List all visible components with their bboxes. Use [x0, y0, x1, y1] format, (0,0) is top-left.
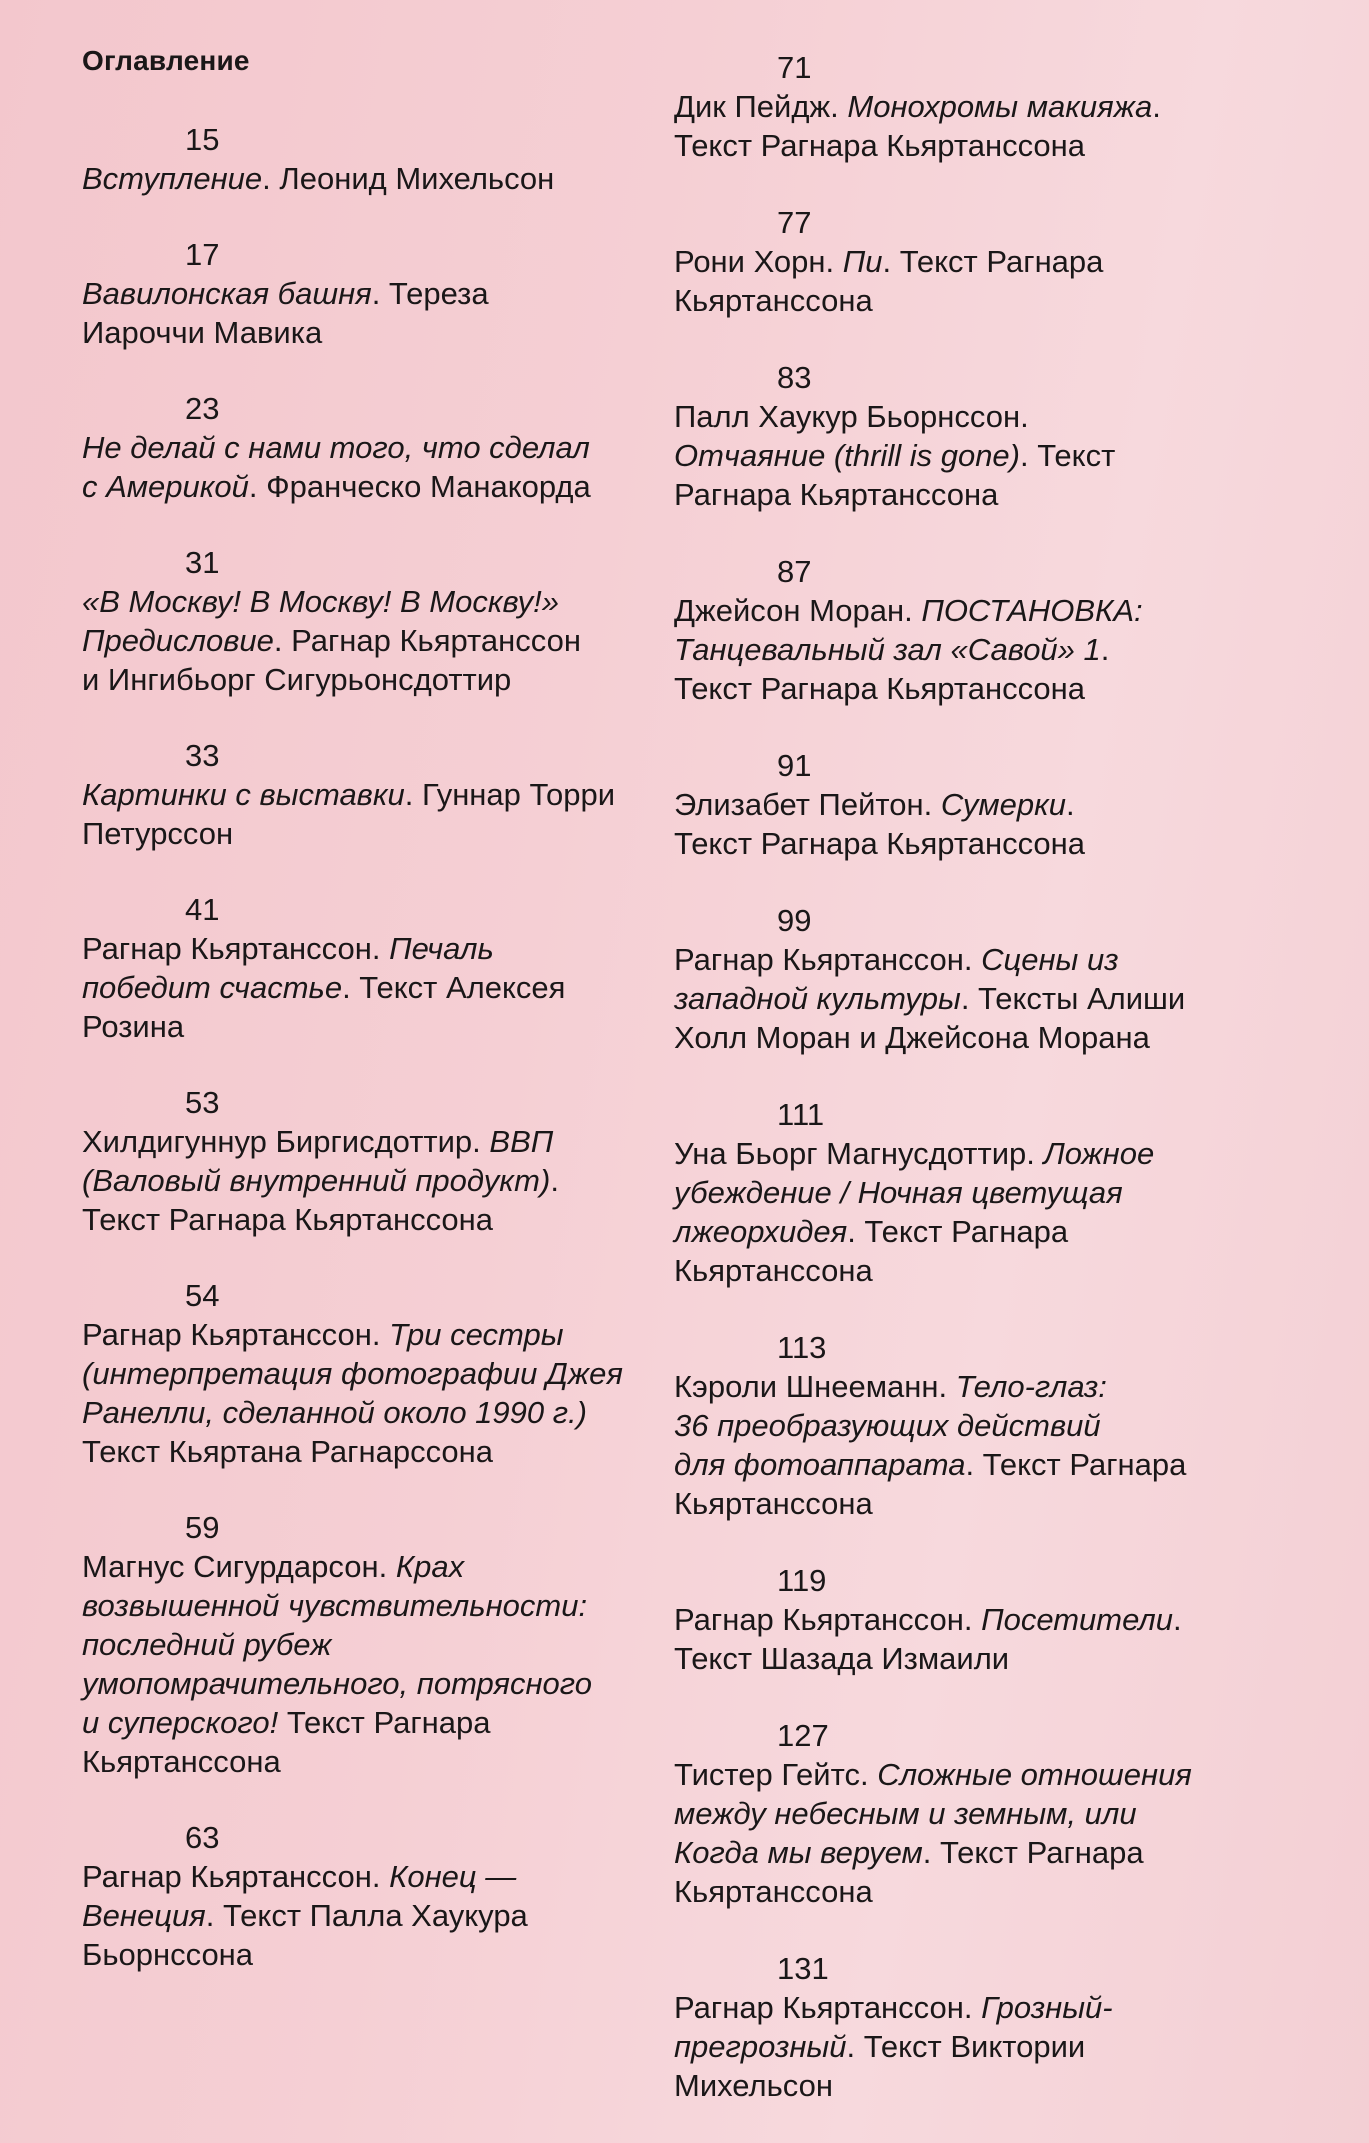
toc-text: Рагнар Кьяртанссон.	[82, 1317, 390, 1352]
toc-text: Кьяртанссона	[674, 1486, 873, 1521]
toc-entry-line	[674, 126, 1234, 165]
toc-text: Хилдигуннур Биргисдоттир.	[82, 1124, 490, 1159]
toc-entry-line	[674, 1484, 1234, 1523]
toc-entry-line	[82, 1432, 642, 1471]
toc-entry-line	[674, 87, 1234, 126]
toc-text: . Текст Рагнара	[922, 1835, 1144, 1870]
toc-text: Текст Рагнара Кьяртанссона	[82, 1202, 494, 1237]
toc-page-number: 17	[185, 237, 220, 272]
toc-title-italic: между небесным и земным, или	[674, 1796, 1137, 1831]
toc-entry-line	[82, 1122, 642, 1161]
toc-page-number: 91	[777, 748, 812, 783]
toc-entry-line	[674, 1872, 1234, 1911]
toc-title-italic: прегрозный	[674, 2029, 847, 2064]
toc-page-number: 119	[777, 1563, 827, 1598]
toc-entry-line	[82, 1664, 642, 1703]
toc-page-number: 131	[777, 1951, 829, 1986]
toc-entry-line	[674, 785, 1234, 824]
toc-title-italic: Посетители	[981, 1602, 1174, 1637]
toc-entry-line	[82, 1857, 642, 1896]
toc-title-italic: лжеорхидея	[674, 1214, 848, 1249]
toc-title-italic: (интерпретация фотографии Джея	[82, 1356, 623, 1391]
toc-title-italic: западной культуры	[674, 981, 961, 1016]
toc-text: Рагнара Кьяртанссона	[674, 477, 999, 512]
toc-text: . Текст Рагнара	[847, 1214, 1069, 1249]
toc-entry	[674, 901, 1234, 1057]
toc-text: Кьяртанссона	[674, 283, 873, 318]
toc-entry	[674, 1328, 1234, 1523]
toc-text: Палл Хаукур Бьорнссон.	[674, 399, 1029, 434]
toc-title-italic: Тело-глаз:	[955, 1369, 1107, 1404]
toc-text: . Франческо Манакорда	[248, 469, 591, 504]
toc-page-number: 33	[185, 738, 220, 773]
toc-text: Петурссон	[82, 816, 234, 851]
toc-title-italic: ПОСТАНОВКА:	[921, 593, 1143, 628]
toc-left-entries	[82, 120, 642, 1974]
toc-title-italic: возвышенной чувствительности:	[82, 1588, 588, 1623]
toc-entry-line	[82, 660, 642, 699]
toc-page-number: 77	[777, 205, 812, 240]
toc-entry	[82, 1083, 642, 1239]
toc-entry-line	[674, 1251, 1234, 1290]
toc-entry	[82, 120, 642, 198]
toc-title-italic: Крах	[395, 1549, 465, 1584]
toc-text: Дик Пейдж.	[674, 89, 848, 124]
toc-entry-line	[82, 467, 642, 506]
toc-entry-line	[82, 968, 642, 1007]
toc-entry-line	[674, 1134, 1234, 1173]
toc-text: Рагнар Кьяртанссон.	[82, 1859, 390, 1894]
toc-entry	[674, 746, 1234, 863]
toc-title-italic: последний рубеж	[82, 1627, 332, 1662]
toc-page-number: 83	[777, 360, 812, 395]
toc-entry-line	[82, 1896, 642, 1935]
toc-title-italic: 36 преобразующих действий	[674, 1408, 1101, 1443]
toc-page-number: 59	[185, 1510, 220, 1545]
toc-text: Кьяртанссона	[674, 1874, 873, 1909]
toc-entry	[82, 235, 642, 352]
toc-title-italic: с Америкой	[82, 469, 249, 504]
toc-title-italic: ВВП	[489, 1124, 554, 1159]
toc-text: Текст Рагнара Кьяртанссона	[674, 128, 1086, 163]
toc-entry-line	[82, 1354, 642, 1393]
toc-title-italic: победит счастье	[82, 970, 343, 1005]
toc-text: Рагнар Кьяртанссон.	[674, 942, 982, 977]
toc-title-italic: Пи	[842, 244, 883, 279]
toc-page-number: 71	[777, 50, 812, 85]
toc-entry-line	[674, 1018, 1234, 1057]
toc-entry-line	[674, 2027, 1234, 2066]
toc-text: Бьорнссона	[82, 1937, 254, 1972]
toc-entry-line	[82, 1161, 642, 1200]
toc-entry-line	[82, 1547, 642, 1586]
toc-text: .	[550, 1163, 559, 1198]
toc-text: .	[1065, 787, 1075, 822]
toc-text: Джейсон Моран.	[674, 593, 922, 628]
toc-text: . Текст Виктории	[846, 2029, 1086, 2064]
toc-entry	[674, 1561, 1234, 1678]
toc-page-number: 99	[777, 903, 812, 938]
toc-text: Текст Кьяртана Рагнарссона	[82, 1434, 494, 1469]
toc-page-number: 15	[185, 122, 220, 157]
toc-entry-line	[82, 814, 642, 853]
toc-entry	[674, 1716, 1234, 1911]
toc-title-italic: Вавилонская башня	[82, 276, 372, 311]
toc-entry-line	[674, 979, 1234, 1018]
toc-title-italic: Печаль	[389, 931, 494, 966]
toc-text: .	[1173, 1602, 1182, 1637]
toc-entry-line	[674, 1639, 1234, 1678]
toc-text: Текст Рагнара	[278, 1705, 491, 1740]
toc-page-number: 53	[185, 1085, 220, 1120]
toc-title-italic: Грозный-	[981, 1990, 1113, 2025]
toc-text: Текст Рагнара Кьяртанссона	[674, 826, 1086, 861]
toc-title-italic: Конец —	[389, 1859, 517, 1894]
toc-text: Элизабет Пейтон.	[674, 787, 941, 822]
toc-text: . Тексты Алиши	[960, 981, 1186, 1016]
toc-entry	[82, 1276, 642, 1471]
toc-entry-line	[674, 2066, 1234, 2105]
toc-entry	[674, 358, 1234, 514]
toc-title-italic: Сумерки	[940, 787, 1066, 822]
toc-entry	[82, 890, 642, 1046]
toc-text: . Текст Алексея	[342, 970, 566, 1005]
toc-text: Магнус Сигурдарсон.	[82, 1549, 396, 1584]
toc-entry-line	[674, 1833, 1234, 1872]
toc-text: Иароччи Мавика	[82, 315, 323, 350]
toc-title-italic: Отчаяние (thrill is gone)	[674, 438, 1020, 473]
toc-title-italic: «В Москву! В Москву! В Москву!»	[82, 584, 559, 619]
toc-page-number: 41	[185, 892, 220, 927]
toc-entry-line	[82, 1007, 642, 1046]
toc-text: . Рагнар Кьяртанссон	[273, 623, 581, 658]
toc-entry	[82, 543, 642, 699]
toc-text: и Ингибьорг Сигурьонсдоттир	[82, 662, 512, 697]
toc-right-entries	[674, 48, 1234, 2105]
toc-title-italic: Сцены из	[981, 942, 1119, 977]
toc-entry-line	[82, 313, 642, 352]
toc-page-number: 87	[777, 554, 812, 589]
toc-title-italic: убеждение / Ночная цветущая	[674, 1175, 1123, 1210]
toc-page-number: 23	[185, 391, 220, 426]
toc-entry-line	[82, 1935, 642, 1974]
toc-text: . Текст Палла Хаукура	[205, 1898, 528, 1933]
toc-entry-line	[674, 281, 1234, 320]
toc-entry-line	[82, 1586, 642, 1625]
toc-entry-line	[82, 274, 642, 313]
toc-entry	[82, 389, 642, 506]
toc-entry-line	[82, 582, 642, 621]
toc-entry-line	[82, 621, 642, 660]
toc-entry-line	[674, 824, 1234, 863]
toc-entry-line	[82, 1625, 642, 1664]
toc-page-number: 31	[185, 545, 220, 580]
toc-text: Михельсон	[674, 2068, 833, 2103]
toc-entry-line	[674, 630, 1234, 669]
toc-text: . Гуннар Торри	[404, 777, 616, 812]
toc-entry-line	[82, 428, 642, 467]
toc-page-number: 54	[185, 1278, 220, 1313]
toc-title-italic: Три сестры	[389, 1317, 564, 1352]
toc-text: Уна Бьорг Магнусдоттир.	[674, 1136, 1044, 1171]
toc-entry-line	[674, 1173, 1234, 1212]
toc-entry	[674, 48, 1234, 165]
toc-entry-line	[82, 775, 642, 814]
toc-entry-line	[674, 1445, 1234, 1484]
toc-entry-line	[82, 929, 642, 968]
toc-entry-line	[674, 436, 1234, 475]
toc-title-italic: Предисловие	[82, 623, 274, 658]
toc-entry	[674, 1095, 1234, 1290]
toc-text: . Текст Рагнара	[965, 1447, 1187, 1482]
toc-entry	[674, 203, 1234, 320]
toc-text: . Тереза	[371, 276, 489, 311]
toc-entry-line	[674, 940, 1234, 979]
toc-text: .	[1100, 632, 1110, 667]
toc-left-column	[82, 0, 642, 2011]
toc-title-italic: Венеция	[82, 1898, 206, 1933]
toc-page-number: 113	[777, 1330, 827, 1365]
toc-entry-line	[674, 591, 1234, 630]
toc-text: Розина	[82, 1009, 185, 1044]
toc-text: . Текст	[1020, 438, 1116, 473]
toc-text: Кэроли Шнееманн.	[674, 1369, 956, 1404]
toc-right-column	[674, 0, 1234, 2143]
toc-text: Холл Моран и Джейсона Морана	[674, 1020, 1150, 1055]
toc-title-italic: (Валовый внутренний продукт)	[82, 1163, 551, 1198]
toc-entry	[82, 1508, 642, 1781]
toc-entry-line	[82, 1315, 642, 1354]
toc-page-number: 111	[777, 1097, 825, 1132]
toc-text: Кьяртанссона	[82, 1744, 281, 1779]
toc-title-italic: Сложные отношения	[877, 1757, 1192, 1792]
toc-entry-line	[674, 669, 1234, 708]
toc-text: Кьяртанссона	[674, 1253, 873, 1288]
toc-text: .	[1152, 89, 1161, 124]
toc-text: Текст Шазада Измаили	[674, 1641, 1010, 1676]
toc-entry-line	[674, 1988, 1234, 2027]
toc-page-number: 63	[185, 1820, 220, 1855]
toc-entry-line	[674, 242, 1234, 281]
toc-entry-line	[82, 1393, 642, 1432]
toc-entry-line	[674, 397, 1234, 436]
toc-title-italic: Ложное	[1043, 1136, 1155, 1171]
toc-text: Текст Рагнара Кьяртанссона	[674, 671, 1086, 706]
toc-entry-line	[82, 1742, 642, 1781]
toc-entry-line	[674, 475, 1234, 514]
toc-entry-line	[82, 159, 642, 198]
toc-text: Рагнар Кьяртанссон.	[674, 1990, 982, 2025]
toc-title-italic: умопомрачительного, потрясного	[82, 1666, 592, 1701]
toc-heading: Оглавление	[82, 45, 250, 76]
toc-text: . Текст Рагнара	[882, 244, 1104, 279]
toc-title-italic: и суперского!	[82, 1705, 279, 1740]
toc-title-italic: Вступление	[82, 161, 263, 196]
toc-title-italic: Ранелли, сделанной около 1990 г.)	[82, 1395, 587, 1430]
toc-title-italic: Картинки с выставки	[82, 777, 405, 812]
toc-text: Рони Хорн.	[674, 244, 843, 279]
toc-text: Рагнар Кьяртанссон.	[674, 1602, 982, 1637]
toc-text: . Леонид Михельсон	[262, 161, 555, 196]
toc-text: Тистер Гейтс.	[674, 1757, 878, 1792]
toc-title-italic: Танцевальный зал «Савой» 1	[674, 632, 1101, 667]
toc-entry	[674, 552, 1234, 708]
toc-page-number: 127	[777, 1718, 829, 1753]
toc-title-italic: Не делай с нами того, что сделал	[82, 430, 590, 465]
toc-entry-line	[674, 1367, 1234, 1406]
toc-entry-line	[674, 1755, 1234, 1794]
toc-entry-line	[674, 1406, 1234, 1445]
toc-entry-line	[674, 1212, 1234, 1251]
toc-entry-line	[82, 1200, 642, 1239]
toc-entry	[674, 1949, 1234, 2105]
toc-title-italic: Когда мы веруем	[674, 1835, 923, 1870]
toc-entry-line	[674, 1794, 1234, 1833]
toc-entry	[82, 1818, 642, 1974]
toc-title-italic: Монохромы макияжа	[847, 89, 1153, 124]
toc-entry-line	[82, 1703, 642, 1742]
toc-entry-line	[674, 1600, 1234, 1639]
toc-entry	[82, 736, 642, 853]
toc-text: Рагнар Кьяртанссон.	[82, 931, 390, 966]
toc-title-italic: для фотоаппарата	[674, 1447, 966, 1482]
